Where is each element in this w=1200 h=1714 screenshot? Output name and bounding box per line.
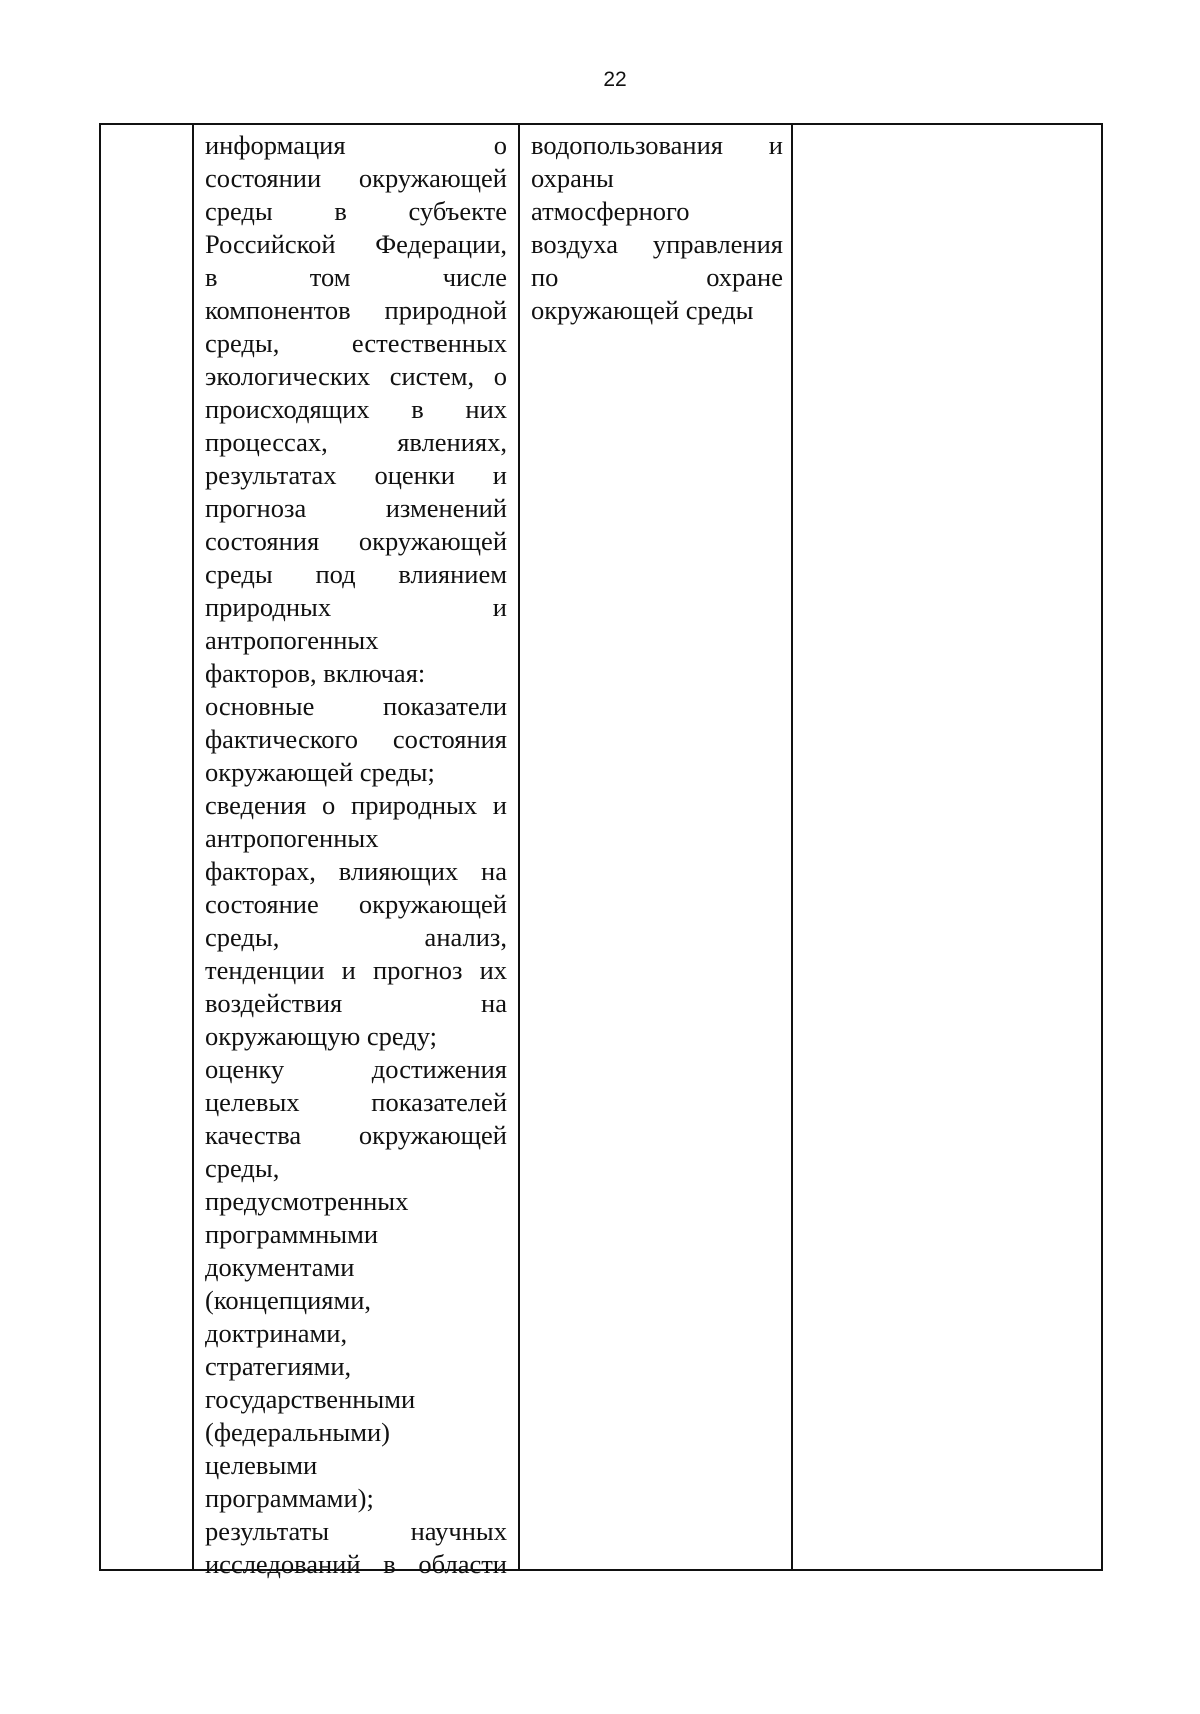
text-line: окружающую среду; <box>205 1021 438 1051</box>
text-line: в том числе <box>205 262 507 292</box>
text-line: состояние окружающей <box>205 889 507 919</box>
column-divider-3 <box>791 125 793 1569</box>
document-table <box>99 123 1103 1579</box>
text-line: основные показатели <box>205 691 507 721</box>
text-line: результаты научных <box>205 1516 507 1546</box>
text-line: процессах, явлениях, <box>205 427 507 457</box>
text-line: Российской Федерации, <box>205 229 507 259</box>
text-line: природных и <box>205 592 507 622</box>
text-line: антропогенных <box>205 823 379 853</box>
text-line: государственными <box>205 1384 416 1414</box>
text-line: состояния окружающей <box>205 526 507 556</box>
text-line: программными <box>205 1219 379 1249</box>
text-line: состоянии окружающей <box>205 163 507 193</box>
page-number: 22 <box>603 68 627 91</box>
text-line: среды, <box>205 1153 280 1183</box>
text-line: информация о <box>205 130 507 160</box>
text-line: сведения о природных и <box>205 790 507 820</box>
text-line: антропогенных <box>205 625 379 655</box>
text-line: охраны <box>531 163 614 193</box>
text-line: по охране <box>531 262 783 292</box>
text-line: воздействия на <box>205 988 507 1018</box>
table-cell-column-3 <box>531 129 783 327</box>
text-line: происходящих в них <box>205 394 507 424</box>
text-line: окружающей среды; <box>205 757 435 787</box>
text-line: экологических систем, о <box>205 361 507 391</box>
text-line: предусмотренных <box>205 1186 409 1216</box>
text-line: программами); <box>205 1483 374 1513</box>
text-line: фактического состояния <box>205 724 507 754</box>
text-line: (федеральными) <box>205 1417 390 1447</box>
text-line: среды под влиянием <box>205 559 507 589</box>
text-line: воздуха управления <box>531 229 783 259</box>
text-line: атмосферного <box>531 196 690 226</box>
text-line: компонентов природной <box>205 295 507 325</box>
text-line: факторов, включая: <box>205 658 426 688</box>
text-line: целевыми <box>205 1450 318 1480</box>
text-line: оценку достижения <box>205 1054 507 1084</box>
text-line: результатах оценки и <box>205 460 507 490</box>
column-divider-1 <box>192 125 194 1569</box>
text-line: водопользования и <box>531 130 783 160</box>
text-line: тенденции и прогноз их <box>205 955 507 985</box>
text-line: факторах, влияющих на <box>205 856 507 886</box>
text-line: среды в субъекте <box>205 196 507 226</box>
text-line: стратегиями, <box>205 1351 352 1381</box>
text-line: доктринами, <box>205 1318 348 1348</box>
text-line: целевых показателей <box>205 1087 507 1117</box>
table-cell-column-2 <box>205 129 507 1581</box>
text-line: окружающей среды <box>531 295 754 325</box>
text-line: документами <box>205 1252 355 1282</box>
text-line: (концепциями, <box>205 1285 372 1315</box>
text-line: исследований в области <box>205 1549 507 1579</box>
text-line: среды, естественных <box>205 328 507 358</box>
column-divider-2 <box>518 125 520 1569</box>
text-line: качества окружающей <box>205 1120 507 1150</box>
text-line: среды, анализ, <box>205 922 507 952</box>
text-line: прогноза изменений <box>205 493 507 523</box>
